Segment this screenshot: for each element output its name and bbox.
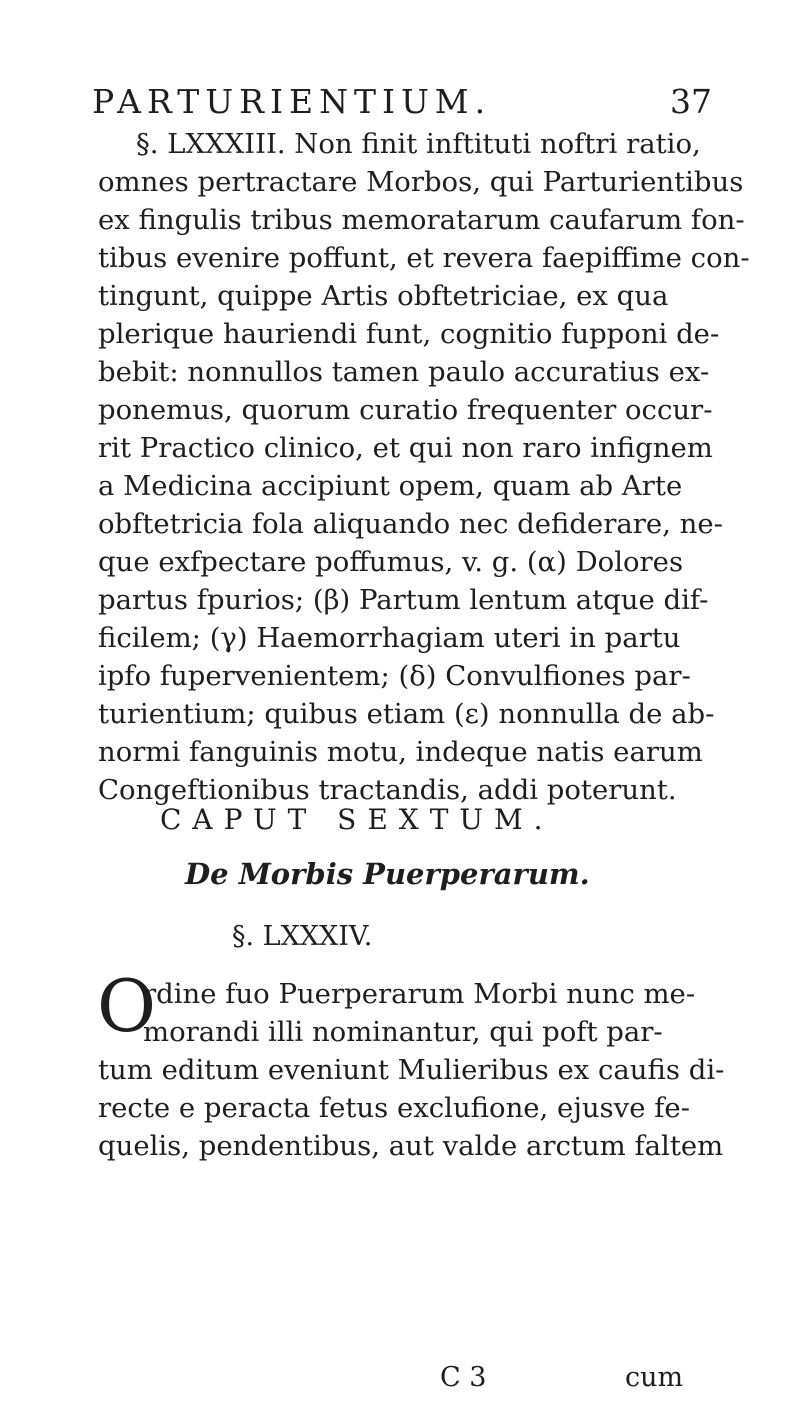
chapter-heading: CAPUT SEXTUM. bbox=[160, 803, 554, 836]
catchword: cum bbox=[625, 1362, 684, 1393]
text-line: ficilem; (γ) Haemorrhagiam uteri in partu bbox=[98, 622, 681, 654]
text-line: Congeftionibus tractandis, addi poterunt. bbox=[98, 774, 677, 806]
text-line: a Medicina accipiunt opem, quam ab Arte bbox=[98, 470, 683, 502]
text-line: ex fingulis tribus memoratarum caufarum fon- bbox=[98, 204, 745, 236]
text-line: ponemus, quorum curatio frequenter occur- bbox=[98, 394, 713, 426]
text-line: partus fpurios; (β) Partum lentum atque dif- bbox=[98, 584, 709, 616]
drop-cap: O bbox=[97, 964, 157, 1048]
text-line: tingunt, quippe Artis obftetriciae, ex qua bbox=[98, 280, 669, 312]
text-line: recte e peracta fetus exclufione, ejusve fe- bbox=[98, 1092, 690, 1124]
paragraph-83 bbox=[98, 125, 750, 809]
section-number: §. LXXXIV. bbox=[232, 921, 373, 952]
text-line: plerique hauriendi funt, cognitio fupponi de- bbox=[98, 318, 720, 350]
chapter-subtitle: De Morbis Puerperarum. bbox=[185, 857, 590, 891]
text-line: turientium; quibus etiam (ε) nonnulla de ab- bbox=[98, 698, 715, 730]
text-line: tum editum eveniunt Mulieribus ex caufis di- bbox=[98, 1054, 725, 1086]
text-line: omnes pertractare Morbos, qui Parturientibus bbox=[98, 166, 744, 198]
paragraph-84 bbox=[98, 975, 725, 1165]
text-line: morandi illi nominantur, qui poft par- bbox=[143, 1016, 663, 1048]
text-line: §. LXXXIII. Non finit inftituti noftri ratio, bbox=[136, 128, 701, 160]
text-line: obftetricia fola aliquando nec defiderare, ne- bbox=[98, 508, 723, 540]
text-line: normi fanguinis motu, indeque natis earum bbox=[98, 736, 703, 768]
text-line: quelis, pendentibus, aut valde arctum faltem bbox=[98, 1130, 724, 1162]
text-line: tibus evenire poffunt, et revera faepiffime con- bbox=[98, 242, 750, 274]
text-line: que exfpectare poffumus, v. g. (α) Dolores bbox=[98, 546, 684, 578]
text-line: rdine fuo Puerperarum Morbi nunc me- bbox=[143, 978, 696, 1010]
text-line: ipfo fupervenientem; (δ) Convulfiones par- bbox=[98, 660, 691, 692]
running-head bbox=[92, 82, 712, 121]
signature-mark: C 3 bbox=[440, 1362, 487, 1393]
running-title: PARTURIENTIUM. bbox=[92, 82, 492, 121]
text-line: rit Practico clinico, et qui non raro infignem bbox=[98, 432, 713, 464]
text-line: bebit: nonnullos tamen paulo accuratius ex- bbox=[98, 356, 710, 388]
page-number: 37 bbox=[670, 82, 712, 121]
